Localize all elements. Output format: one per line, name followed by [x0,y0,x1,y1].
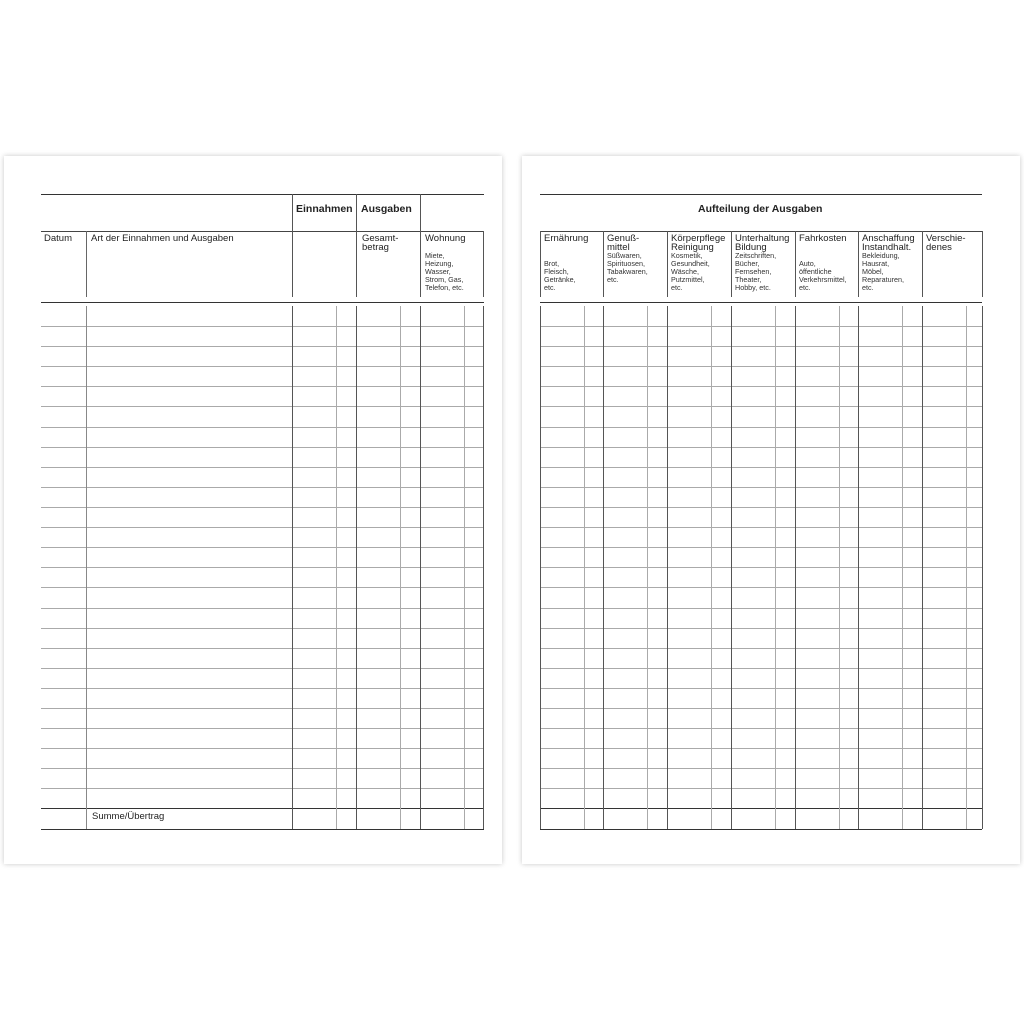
category-description: etc. [607,275,619,284]
category-title: Instandhalt. [862,242,912,253]
category-description: Hobby, etc. [735,283,771,292]
category-description: Brot, [544,259,560,268]
column-line [356,306,357,829]
row-line [540,487,982,488]
category-description: Möbel, [862,267,884,276]
gesamtbetrag-header-line1: Gesamt- [362,233,399,244]
row-line [41,547,484,548]
row-line [540,688,982,689]
column-line [667,306,668,829]
category-title: Verschie- [926,233,966,244]
row-line [540,587,982,588]
bottom-rule [540,829,982,830]
column-subline [902,306,903,829]
category-description: Bekleidung, [862,251,900,260]
category-title: denes [926,242,952,253]
column-line [731,306,732,829]
row-line [540,608,982,609]
wohnung-desc-3: Wasser, [425,267,451,276]
header-divider [982,231,983,297]
header-divider [292,194,293,297]
category-title: Anschaffung [862,233,915,244]
row-line [540,628,982,629]
row-line [540,507,982,508]
category-description: Reparaturen, [862,275,904,284]
category-description: Spirituosen, [607,259,645,268]
category-description: etc. [862,283,874,292]
row-line [540,547,982,548]
row-line [540,386,982,387]
row-line [540,728,982,729]
row-line [540,748,982,749]
header-divider [795,231,796,297]
column-line [483,306,484,829]
header-divider [483,231,484,297]
right-page [522,156,1020,864]
header-divider [420,194,421,297]
column-subline [647,306,648,829]
category-title: Unterhaltung [735,233,790,244]
category-title: mittel [607,242,630,253]
summe-uebertrag-label: Summe/Übertrag [92,811,165,822]
row-line [41,467,484,468]
row-line [41,447,484,448]
category-description: Fernsehen, [735,267,772,276]
row-line [41,668,484,669]
row-line [540,648,982,649]
row-line [540,447,982,448]
column-line [400,306,401,829]
category-description: Hausrat, [862,259,890,268]
row-line [41,326,484,327]
wohnung-desc-5: Telefon, etc. [425,283,464,292]
row-line [41,427,484,428]
gesamtbetrag-header-line2: betrag [362,242,389,253]
row-line [41,788,484,789]
header-bottom-rule [540,302,982,303]
column-subline [775,306,776,829]
category-description: Süßwaren, [607,251,642,260]
row-line [41,768,484,769]
row-line [540,467,982,468]
row-line [540,567,982,568]
column-line [292,306,293,829]
einnahmen-header: Einnahmen [296,203,353,215]
category-description: etc. [799,283,811,292]
top-rule [41,194,484,195]
row-line [41,406,484,407]
row-line [540,366,982,367]
summe-rule [540,808,982,809]
row-line [41,688,484,689]
wohnung-desc-2: Heizung, [425,259,454,268]
category-title: Fahrkosten [799,233,847,244]
row-line [540,708,982,709]
category-description: Bücher, [735,259,760,268]
wohnung-desc-1: Miete, [425,251,445,260]
category-description: Putzmittel, [671,275,705,284]
column-subline [711,306,712,829]
summe-rule [41,808,484,809]
category-description: Tabakwaren, [607,267,648,276]
row-line [41,567,484,568]
row-line [540,527,982,528]
row-line [41,748,484,749]
column-line [540,306,541,829]
column-line [420,306,421,829]
row-line [41,628,484,629]
header-divider [858,231,859,297]
column-line [795,306,796,829]
column-subline [839,306,840,829]
row-line [540,668,982,669]
row-line [540,768,982,769]
row-line [41,346,484,347]
row-line [41,487,484,488]
left-page [4,156,502,864]
category-title: Bildung [735,242,767,253]
category-description: etc. [544,283,556,292]
column-line [922,306,923,829]
wohnung-header: Wohnung [425,233,466,244]
header-divider [540,231,541,297]
datum-header: Datum [44,233,72,244]
category-description: Fleisch, [544,267,569,276]
category-description: öffentliche [799,267,832,276]
row-line [41,507,484,508]
header-divider [667,231,668,297]
column-subline [584,306,585,829]
row-line [41,608,484,609]
row-line [540,326,982,327]
header-divider [356,194,357,297]
header-mid-rule [41,231,484,232]
ausgaben-header: Ausgaben [361,203,412,215]
aufteilung-title: Aufteilung der Ausgaben [698,203,823,215]
row-line [41,366,484,367]
column-subline [966,306,967,829]
category-description: Kosmetik, [671,251,703,260]
row-line [540,406,982,407]
row-line [41,648,484,649]
row-line [41,728,484,729]
category-description: Auto, [799,259,816,268]
column-line [982,306,983,829]
row-line [540,788,982,789]
column-line [464,306,465,829]
header-mid-rule [540,231,982,232]
header-bottom-rule [41,302,484,303]
column-line [603,306,604,829]
category-description: Theater, [735,275,762,284]
column-line [86,306,87,829]
category-description: Wäsche, [671,267,699,276]
row-line [41,587,484,588]
art-header: Art der Einnahmen und Ausgaben [91,233,234,244]
column-line [336,306,337,829]
row-line [41,708,484,709]
category-title: Ernährung [544,233,589,244]
row-line [540,427,982,428]
header-divider [86,231,87,297]
top-rule [540,194,982,195]
header-divider [731,231,732,297]
header-divider [603,231,604,297]
category-title: Reinigung [671,242,714,253]
category-description: Zeitschriften, [735,251,777,260]
row-line [41,386,484,387]
category-description: Verkehrsmittel, [799,275,847,284]
category-description: etc. [671,283,683,292]
column-line [858,306,859,829]
category-title: Genuß- [607,233,640,244]
wohnung-desc-4: Strom, Gas, [425,275,464,284]
category-description: Gesundheit, [671,259,710,268]
category-title: Körperpflege [671,233,726,244]
category-description: Getränke, [544,275,576,284]
row-line [41,527,484,528]
header-divider [922,231,923,297]
bottom-rule [41,829,484,830]
row-line [540,346,982,347]
